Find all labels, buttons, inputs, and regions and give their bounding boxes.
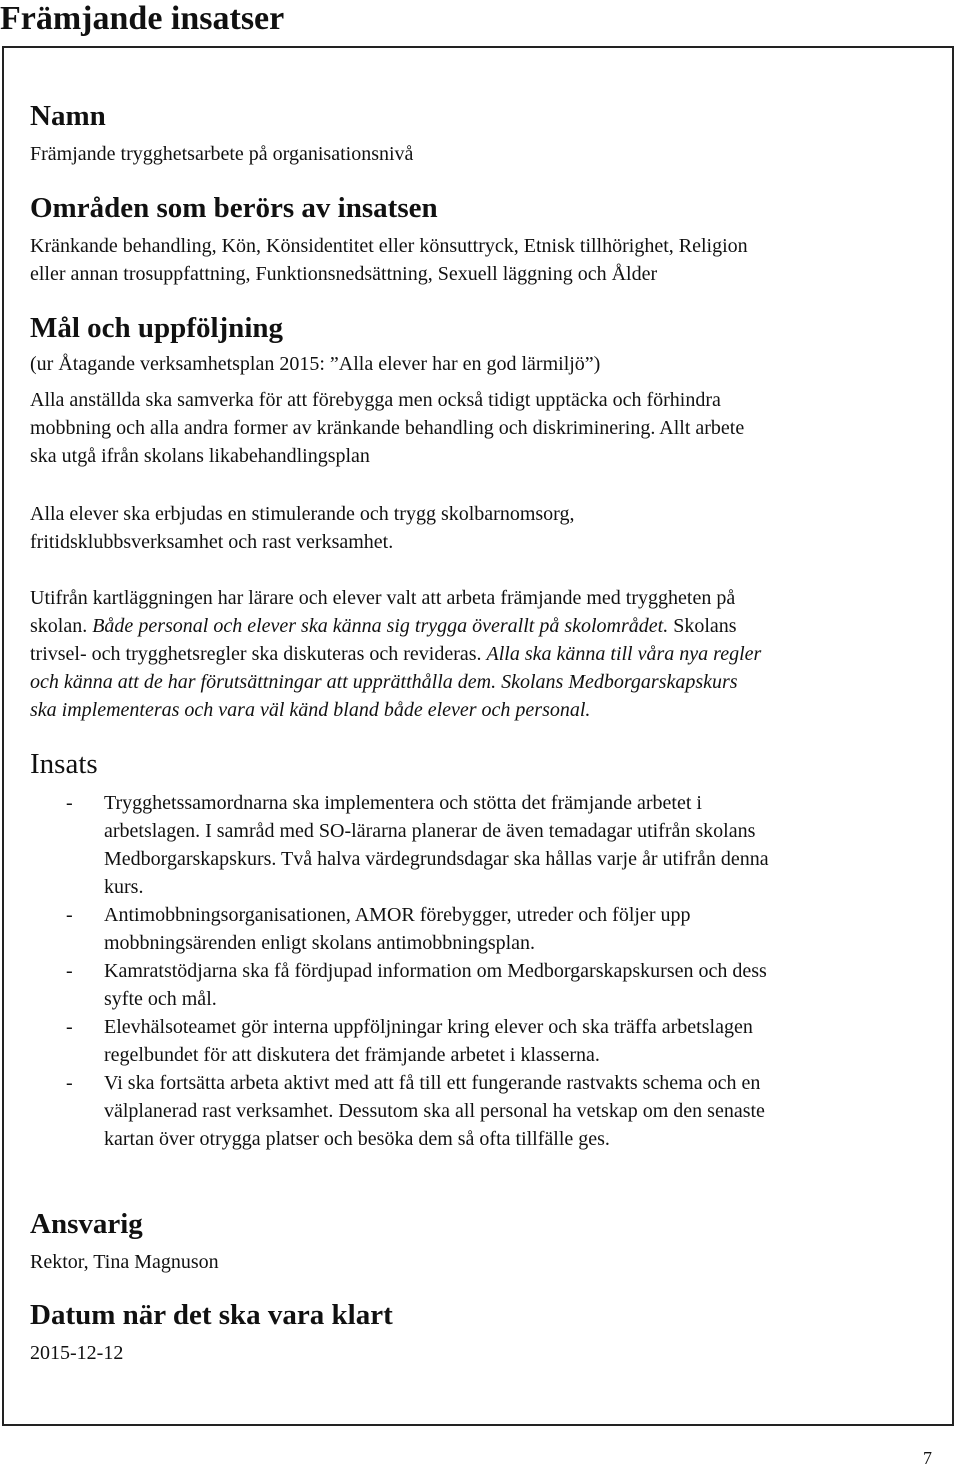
mal-para3-line-5 bbox=[30, 696, 590, 724]
list-item-line: mobbningsärenden enligt skolans antimobbningsplan. bbox=[104, 932, 536, 954]
list-item bbox=[30, 901, 935, 957]
dash-bullet: - bbox=[66, 792, 73, 814]
mal-line-2: Alla anställda ska samverka för att förebygga men också tidigt upptäcka och förhindra bbox=[30, 389, 721, 411]
para3-text-a: skolan. bbox=[30, 615, 93, 637]
mal-para3-line-3 bbox=[30, 640, 761, 668]
omraden-line-2: eller annan trosuppfattning, Funktionsnedsättning, Sexuell läggning och Ålder bbox=[30, 263, 658, 285]
para3-italic-e: Alla ska känna till våra nya regler bbox=[486, 643, 762, 665]
para3-text-d: trivsel- och trygghetsregler ska diskuteras och revideras. bbox=[30, 643, 487, 665]
dash-bullet: - bbox=[66, 960, 73, 982]
heading-omraden: Områden som berörs av insatsen bbox=[30, 192, 438, 224]
heading-namn: Namn bbox=[30, 100, 106, 132]
page-number: 7 bbox=[923, 1448, 932, 1468]
list-item bbox=[30, 1013, 935, 1069]
mal-para2-line-1: Alla elever ska erbjudas en stimulerande och trygg skolbarnomsorg, bbox=[30, 503, 575, 525]
ansvarig-text: Rektor, Tina Magnuson bbox=[30, 1251, 219, 1273]
para3-italic-g: ska implementeras och vara väl känd bland både elever och personal. bbox=[30, 699, 591, 721]
list-item bbox=[30, 957, 935, 1013]
heading-ansvarig: Ansvarig bbox=[30, 1208, 143, 1240]
list-item-line: kartan över otrygga platser och besöka dem så ofta tillfälle ges. bbox=[104, 1128, 610, 1150]
omraden-line-1: Kränkande behandling, Kön, Könsidentitet eller könsuttryck, Etnisk tillhörighet, Religion bbox=[30, 235, 748, 257]
list-item-line: Antimobbningsorganisationen, AMOR förebygger, utreder och följer upp bbox=[104, 904, 691, 926]
heading-insats: Insats bbox=[30, 748, 98, 780]
datum-text: 2015-12-12 bbox=[30, 1342, 124, 1364]
list-item-line: Medborgarskapskurs. Två halva värdegrundsdagar ska hållas varje år utifrån denna bbox=[104, 848, 769, 870]
list-item bbox=[30, 1069, 935, 1153]
para3-text-c: Skolans bbox=[668, 615, 737, 637]
heading-datum: Datum när det ska vara klart bbox=[30, 1299, 393, 1331]
mal-para3-line-1: Utifrån kartläggningen har lärare och elever valt att arbeta främjande med tryggheten på bbox=[30, 587, 736, 609]
dash-bullet: - bbox=[66, 904, 73, 926]
list-item-line: Elevhälsoteamet gör interna uppföljningar kring elever och ska träffa arbetslagen bbox=[104, 1016, 753, 1038]
list-item-line: regelbundet för att diskutera det främjande arbetet i klasserna. bbox=[104, 1044, 600, 1066]
mal-line-1: (ur Åtagande verksamhetsplan 2015: ”Alla elever har en god lärmiljö”) bbox=[30, 353, 601, 375]
page-title: Främjande insatser bbox=[0, 0, 285, 37]
para3-italic-f: och känna att de har förutsättningar att upprätthålla dem. Skolans Medborgarskapskurs bbox=[30, 671, 738, 693]
list-item-line: Trygghetssamordnarna ska implementera och stötta det främjande arbetet i bbox=[104, 792, 702, 814]
namn-text: Främjande trygghetsarbete på organisationsnivå bbox=[30, 143, 414, 165]
mal-para3-line-2 bbox=[30, 612, 737, 640]
mal-line-4: ska utgå ifrån skolans likabehandlingsplan bbox=[30, 445, 370, 467]
list-item-line: Vi ska fortsätta arbeta aktivt med att få till ett fungerande rastvakts schema och en bbox=[104, 1072, 761, 1094]
mal-line-3: mobbning och alla andra former av kränkande behandling och diskriminering. Allt arbete bbox=[30, 417, 745, 439]
dash-bullet: - bbox=[66, 1016, 73, 1038]
list-item-line: arbetslagen. I samråd med SO-lärarna planerar de även temadagar utifrån skolans bbox=[104, 820, 756, 842]
list-item-line: kurs. bbox=[104, 876, 144, 898]
insats-list bbox=[30, 789, 935, 1153]
heading-mal: Mål och uppföljning bbox=[30, 312, 283, 344]
list-item-line: syfte och mål. bbox=[104, 988, 217, 1010]
dash-bullet: - bbox=[66, 1072, 73, 1094]
list-item bbox=[30, 789, 935, 901]
mal-para2-line-2: fritidsklubbsverksamhet och rast verksamhet. bbox=[30, 531, 394, 553]
para3-italic-b: Både personal och elever ska känna sig trygga överallt på skolområdet. bbox=[92, 615, 669, 637]
list-item-line: Kamratstödjarna ska få fördjupad information om Medborgarskapskursen och dess bbox=[104, 960, 767, 982]
content-box bbox=[2, 46, 954, 1426]
mal-para3-line-4 bbox=[30, 668, 738, 696]
list-item-line: välplanerad rast verksamhet. Dessutom ska all personal ha vetskap om den senaste bbox=[104, 1100, 765, 1122]
